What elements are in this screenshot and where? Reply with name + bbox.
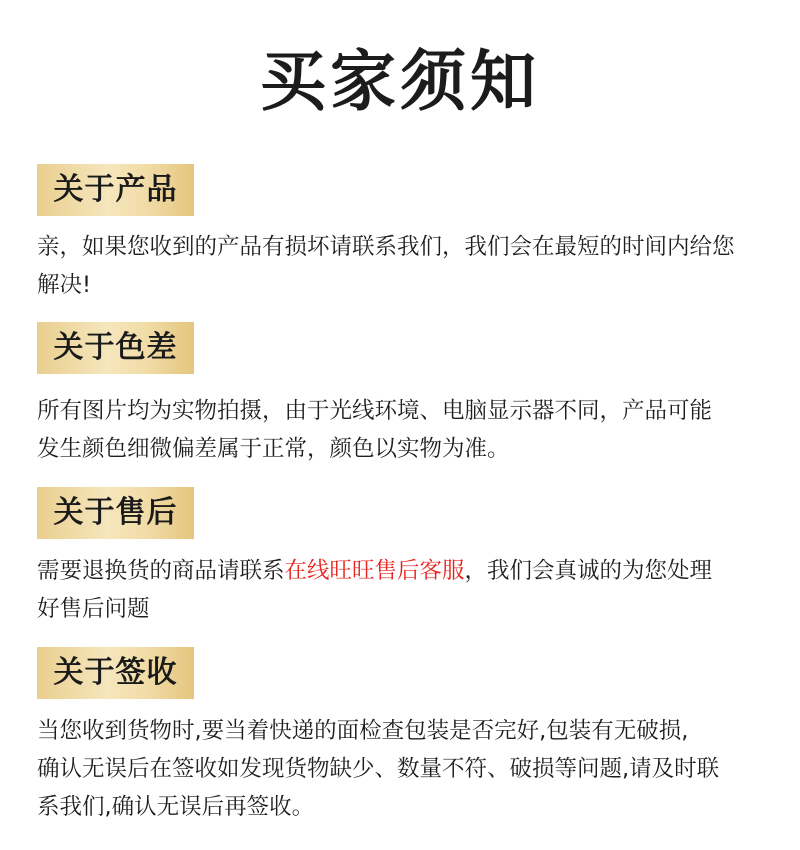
body-line: 亲，如果您收到的产品有损坏请联系我们，我们会在最短的时间内给您: [37, 234, 735, 260]
body-text: 需要退换货的商品请联系: [37, 558, 285, 584]
section-body: [37, 552, 777, 628]
body-text: ，我们会真诚的为您处理: [464, 558, 713, 584]
section-heading: 关于签收: [37, 647, 194, 699]
customer-service-link: 在线旺旺售后客服: [284, 558, 465, 584]
body-line: 所有图片均为实物拍摄，由于光线环境、电脑显示器不同，产品可能: [37, 398, 713, 424]
body-line: [37, 552, 777, 590]
body-line: 好售后问题: [37, 596, 150, 622]
body-line: 解决!: [37, 272, 92, 298]
section-heading: 关于售后: [37, 487, 194, 539]
section-body: [37, 712, 777, 826]
section-body: [37, 392, 777, 468]
page-title: 买家须知: [260, 43, 540, 120]
section-body: [37, 228, 777, 304]
body-line: 发生颜色细微偏差属于正常，颜色以实物为准。: [37, 436, 510, 462]
section-heading: 关于色差: [37, 322, 194, 374]
body-line: 系我们,确认无误后再签收。: [37, 794, 315, 820]
body-line: 确认无误后在签收如发现货物缺少、数量不符、破损等问题,请及时联: [37, 756, 720, 782]
section-heading: 关于产品: [37, 164, 194, 216]
body-line: 当您收到货物时,要当着快递的面检查包装是否完好,包装有无破损,: [37, 718, 689, 744]
